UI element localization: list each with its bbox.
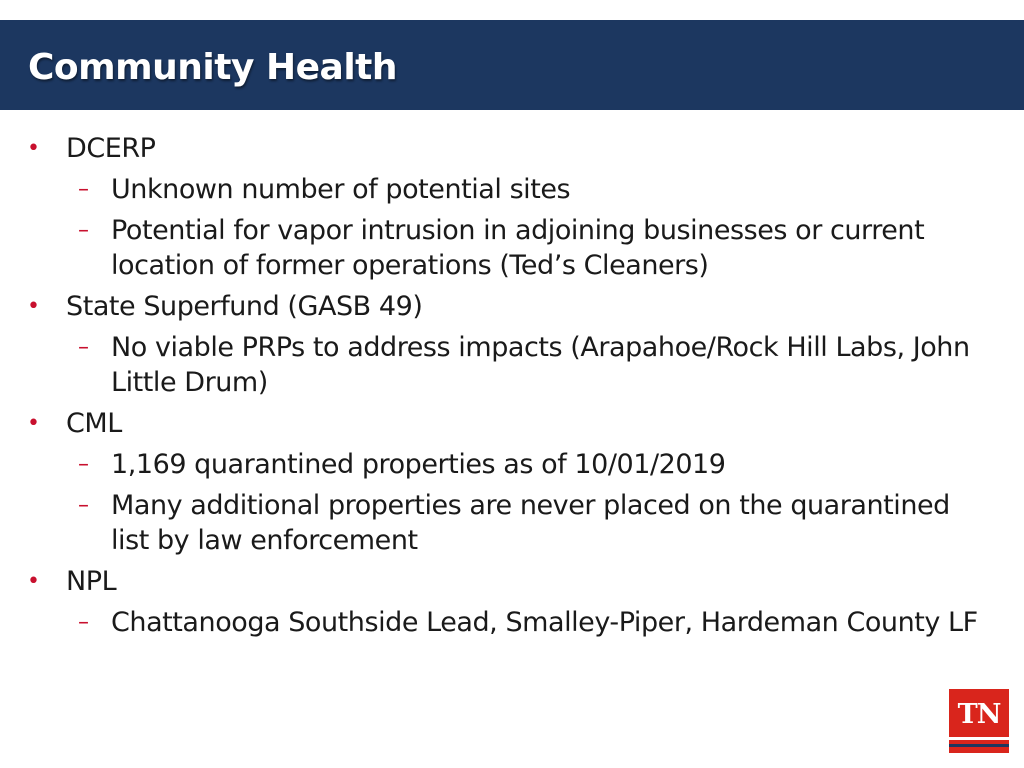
- bullet-label: NPL: [66, 566, 117, 597]
- logo-stripe-white: [949, 737, 1009, 740]
- sub-item-text: No viable PRPs to address impacts (Arapahoe/Rock Hill Labs, John: [111, 332, 970, 363]
- sub-item-continuation: [0, 248, 1006, 283]
- bullet-list: [0, 131, 1024, 640]
- bullet-label: State Superfund (GASB 49): [66, 291, 423, 322]
- bullet-label: CML: [66, 408, 122, 439]
- logo-text: TN: [957, 699, 1001, 730]
- bullet-item-cml: [0, 406, 1006, 441]
- sub-item: [0, 488, 1006, 523]
- sub-item-text: Potential for vapor intrusion in adjoining businesses or current: [111, 215, 925, 246]
- sub-item-text: location of former operations (Ted’s Cleaners): [111, 250, 709, 281]
- slide-title: Community Health: [28, 47, 397, 88]
- sub-item: [0, 447, 1006, 482]
- sub-item: [0, 330, 1006, 365]
- sub-item-continuation: [0, 365, 1006, 400]
- bullet-item-npl: [0, 564, 1006, 599]
- dash-icon: –: [78, 452, 89, 477]
- sub-item-text: Unknown number of potential sites: [111, 174, 571, 205]
- dash-icon: –: [78, 610, 89, 635]
- dash-icon: –: [78, 493, 89, 518]
- bullet-dot-icon: •: [27, 136, 40, 161]
- sub-item: [0, 605, 1006, 640]
- bullet-item-state-superfund: [0, 289, 1006, 324]
- sub-item: [0, 172, 1006, 207]
- dash-icon: –: [78, 218, 89, 243]
- sub-item-text: Many additional properties are never placed on the quarantined: [111, 490, 950, 521]
- bullet-dot-icon: •: [27, 294, 40, 319]
- dash-icon: –: [78, 335, 89, 360]
- sub-item-text: list by law enforcement: [111, 525, 418, 556]
- bullet-item-dcerp: [0, 131, 1006, 166]
- bullet-dot-icon: •: [27, 411, 40, 436]
- sub-item-text: Chattanooga Southside Lead, Smalley-Piper, Hardeman County LF: [111, 607, 978, 638]
- sub-item-text: 1,169 quarantined properties as of 10/01/2019: [111, 449, 726, 480]
- tn-logo: [949, 689, 1009, 753]
- sub-item: [0, 213, 1006, 248]
- bullet-label: DCERP: [66, 133, 156, 164]
- dash-icon: –: [78, 177, 89, 202]
- sub-item-continuation: [0, 523, 1006, 558]
- logo-stripe-blue: [949, 744, 1009, 747]
- bullet-dot-icon: •: [27, 569, 40, 594]
- sub-item-text: Little Drum): [111, 367, 268, 398]
